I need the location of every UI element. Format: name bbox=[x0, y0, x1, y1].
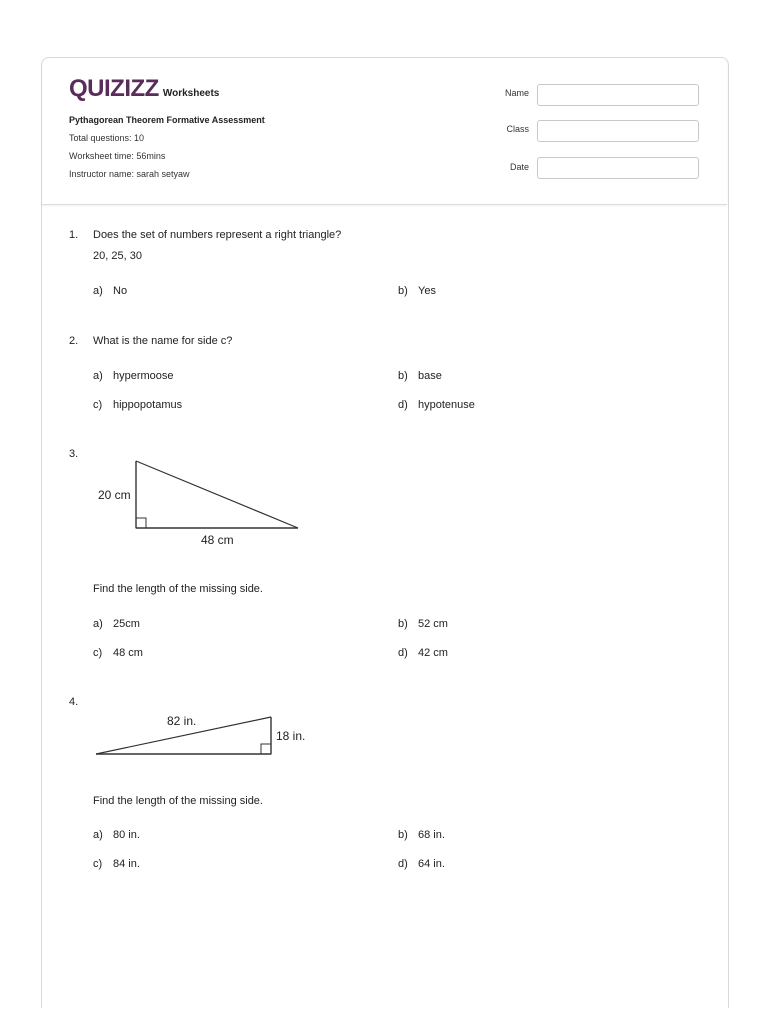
option-letter: d) bbox=[398, 647, 408, 659]
option-text: base bbox=[418, 370, 442, 382]
option-letter: b) bbox=[398, 829, 408, 841]
option-letter: d) bbox=[398, 858, 408, 870]
question-text: Find the length of the missing side. bbox=[93, 583, 263, 595]
triangle-hypotenuse bbox=[136, 461, 298, 528]
option-text: 42 cm bbox=[418, 647, 448, 659]
instructor-name: Instructor name: sarah setyaw bbox=[69, 169, 190, 179]
option-text: hypotenuse bbox=[418, 399, 475, 411]
question-number: 1. bbox=[69, 229, 79, 241]
option-text: 25cm bbox=[113, 618, 140, 630]
option-text: 52 cm bbox=[418, 618, 448, 630]
question-text: Find the length of the missing side. bbox=[93, 795, 263, 807]
answer-option[interactable] bbox=[398, 399, 475, 411]
question-number: 4. bbox=[69, 696, 79, 708]
name-label: Name bbox=[504, 88, 529, 98]
quizizz-logo bbox=[69, 77, 219, 101]
question-number: 2. bbox=[69, 335, 79, 347]
option-letter: c) bbox=[93, 647, 103, 659]
option-text: 48 cm bbox=[113, 647, 143, 659]
answer-option[interactable] bbox=[93, 399, 182, 411]
option-letter: b) bbox=[398, 370, 408, 382]
answer-option[interactable] bbox=[398, 285, 436, 297]
worksheet-title: Pythagorean Theorem Formative Assessment bbox=[69, 115, 265, 125]
side-label: 20 cm bbox=[98, 488, 131, 502]
option-text: hypermoose bbox=[113, 370, 174, 382]
hypotenuse-label: 82 in. bbox=[167, 714, 197, 728]
base-label: 48 cm bbox=[201, 533, 234, 547]
class-field[interactable] bbox=[537, 120, 699, 142]
date-label: Date bbox=[509, 162, 529, 172]
question-text: What is the name for side c? bbox=[93, 335, 233, 347]
date-field[interactable] bbox=[537, 157, 699, 179]
right-triangle-figure bbox=[93, 708, 318, 763]
right-angle-marker bbox=[136, 518, 146, 528]
logo-subtitle: Worksheets bbox=[162, 88, 220, 99]
question-subtext: 20, 25, 30 bbox=[93, 250, 142, 262]
answer-option[interactable] bbox=[93, 829, 140, 841]
option-letter: a) bbox=[93, 618, 103, 630]
option-letter: b) bbox=[398, 618, 408, 630]
option-letter: c) bbox=[93, 858, 103, 870]
option-text: Yes bbox=[418, 285, 436, 297]
class-label: Class bbox=[506, 124, 529, 134]
answer-option[interactable] bbox=[398, 618, 448, 630]
option-text: 84 in. bbox=[113, 858, 140, 870]
option-letter: a) bbox=[93, 829, 103, 841]
option-letter: d) bbox=[398, 399, 408, 411]
option-letter: c) bbox=[93, 399, 103, 411]
answer-option[interactable] bbox=[398, 829, 445, 841]
option-text: 80 in. bbox=[113, 829, 140, 841]
question-number: 3. bbox=[69, 448, 79, 460]
answer-option[interactable] bbox=[93, 858, 140, 870]
side-label: 18 in. bbox=[276, 729, 306, 743]
right-angle-marker bbox=[261, 744, 271, 754]
option-text: hippopotamus bbox=[113, 399, 183, 411]
answer-option[interactable] bbox=[93, 370, 174, 382]
answer-option[interactable] bbox=[398, 647, 448, 659]
option-letter: b) bbox=[398, 285, 408, 297]
option-letter: a) bbox=[93, 285, 103, 297]
option-text: 64 in. bbox=[418, 858, 445, 870]
total-questions: Total questions: 10 bbox=[69, 133, 145, 143]
answer-option[interactable] bbox=[398, 858, 445, 870]
option-text: 68 in. bbox=[418, 829, 445, 841]
right-triangle-figure bbox=[93, 455, 308, 550]
answer-option[interactable] bbox=[93, 285, 127, 297]
answer-option[interactable] bbox=[93, 647, 143, 659]
answer-option[interactable] bbox=[93, 618, 140, 630]
answer-option[interactable] bbox=[398, 370, 442, 382]
option-letter: a) bbox=[93, 370, 103, 382]
name-field[interactable] bbox=[537, 84, 699, 106]
logo-wordmark: QUIZIZZ bbox=[69, 75, 159, 102]
worksheet-header bbox=[42, 58, 727, 205]
worksheet-time: Worksheet time: 56mins bbox=[69, 151, 166, 161]
option-text: No bbox=[113, 285, 128, 297]
question-text: Does the set of numbers represent a right triangle? bbox=[93, 229, 342, 241]
